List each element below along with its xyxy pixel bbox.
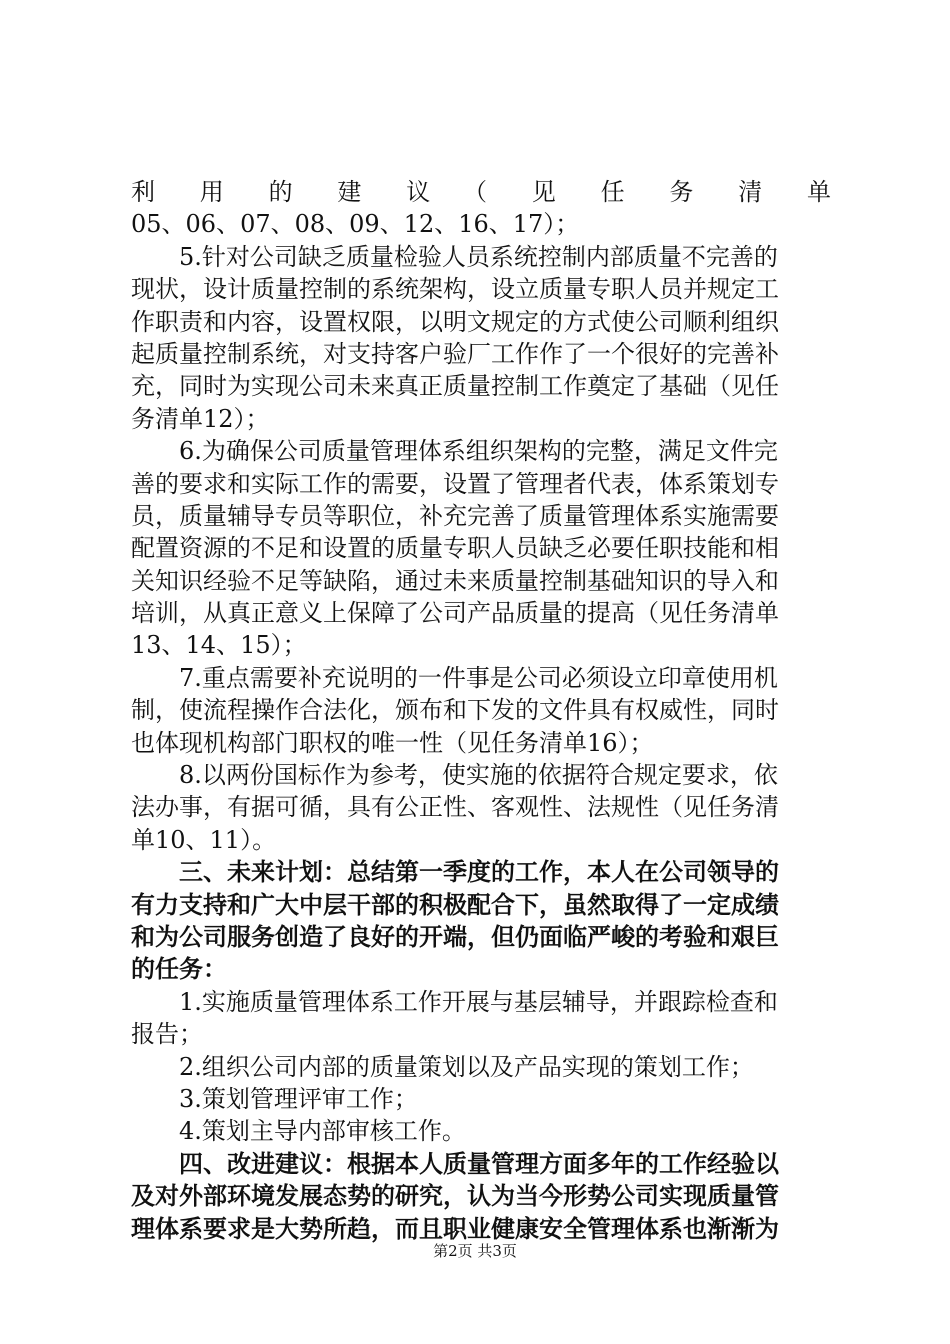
document-body	[131, 176, 831, 1245]
text-line: 3.策划管理评审工作；	[179, 1084, 418, 1113]
text-line: 法办事，有据可循，具有公正性、客观性、法规性（见任务清	[131, 793, 779, 822]
section-heading-line: 有力支持和广大中层干部的积极配合下，虽然取得了一定成绩	[131, 890, 779, 919]
text-line: 培训，从真正意义上保障了公司产品质量的提高（见任务清单	[131, 599, 779, 628]
section-heading-line: 理体系要求是大势所趋，而且职业健康安全管理体系也渐渐为	[131, 1214, 779, 1243]
page-number: 第2页 共3页	[433, 1242, 517, 1260]
text-line: 2.组织公司内部的质量策划以及产品实现的策划工作；	[179, 1052, 754, 1081]
text-line: 起质量控制系统，对支持客户验厂工作作了一个很好的完善补	[131, 339, 779, 368]
text-line: 7.重点需要补充说明的一件事是公司必须设立印章使用机	[179, 663, 778, 692]
text-line: 充，同时为实现公司未来真正质量控制工作奠定了基础（见任	[131, 372, 779, 401]
text-line: 1.实施质量管理体系工作开展与基层辅导，并跟踪检查和	[179, 987, 778, 1016]
text-line: 4.策划主导内部审核工作。	[179, 1117, 466, 1146]
section-heading-line: 四、改进建议：根据本人质量管理方面多年的工作经验以	[179, 1149, 779, 1178]
text-line: 也体现机构部门职权的唯一性（见任务清单16）；	[131, 728, 654, 757]
text-line: 报告；	[131, 1020, 203, 1049]
text-line: 单10、11）。	[131, 825, 277, 854]
section-heading-line: 及对外部环境发展态势的研究，认为当今形势公司实现质量管	[131, 1182, 779, 1211]
section-heading-line: 和为公司服务创造了良好的开端，但仍面临严峻的考验和艰巨	[131, 922, 779, 951]
section-heading-line: 三、未来计划：总结第一季度的工作，本人在公司领导的	[179, 858, 779, 887]
text-line: 善的要求和实际工作的需要，设置了管理者代表，体系策划专	[131, 469, 779, 498]
text-line: 作职责和内容，设置权限，以明文规定的方式使公司顺利组织	[131, 307, 779, 336]
section-heading-line: 的任务：	[131, 955, 227, 984]
text-line: 员，质量辅导专员等职位，补充完善了质量管理体系实施需要	[131, 501, 779, 530]
text-line: 6.为确保公司质量管理体系组织架构的完整，满足文件完	[179, 437, 778, 466]
text-line: 务清单12）；	[131, 404, 270, 433]
text-line: 关知识经验不足等缺陷，通过未来质量控制基础知识的导入和	[131, 566, 779, 595]
text-line: 13、14、15）；	[131, 631, 307, 660]
text-line: 利 用 的 建 议 （ 见 任 务 清 单	[131, 178, 831, 206]
text-line: 8.以两份国标作为参考，使实施的依据符合规定要求，依	[179, 761, 778, 790]
text-line: 5.针对公司缺乏质量检验人员系统控制内部质量不完善的	[179, 242, 778, 271]
text-line: 配置资源的不足和设置的质量专职人员缺乏必要任职技能和相	[131, 534, 779, 563]
text-line: 现状，设计质量控制的系统架构，设立质量专职人员并规定工	[131, 275, 779, 304]
text-line: 05、06、07、08、09、12、16、17）；	[131, 210, 580, 239]
text-line: 制，使流程操作合法化，颁布和下发的文件具有权威性，同时	[131, 696, 779, 725]
